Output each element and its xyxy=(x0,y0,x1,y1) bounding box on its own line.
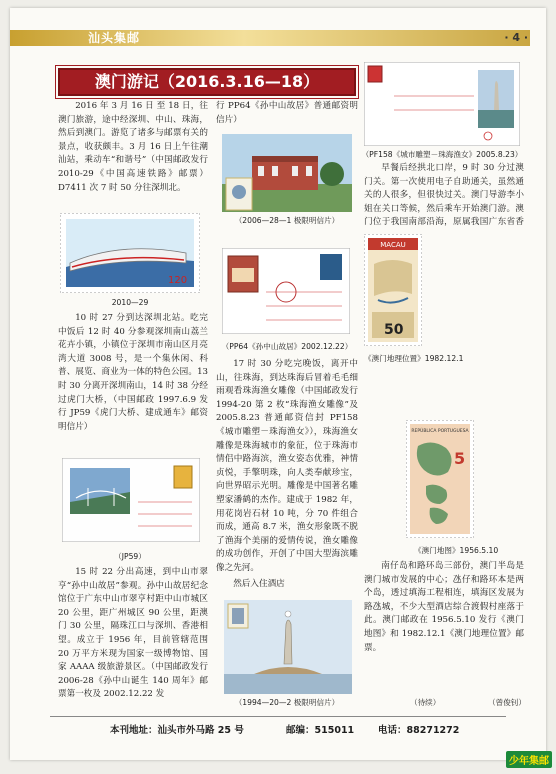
paragraph-sun-residence: 15 时 22 分出高速，到中山市翠亨“孙中山故居”参观。孙中山故居纪念馆位于广东中山市翠亨村距中山市城区 20 公里，距广州城区 90 公里，距澳门 30 公里，隔珠江口与深圳、香港相望。成立于 1956 年，目前管辖范围 20 万平方米现为国家一级博物馆、国家 AAAA 级旅游景区。（中国邮政发行 2006-28《孙中山诞生 140 周年》邮票第一枚及 2002.12.22 发 xyxy=(58,567,208,700)
article-author: （曾俊钊） xyxy=(488,698,526,707)
fisher-maiden-maxicard-image xyxy=(224,600,352,694)
paragraph-zhuhai: 17 时 30 分吃完晚饭，离开中山，往珠海，到达珠海后冒着毛毛细雨观看珠海渔女雕像（中国邮政发行 1994-20 第 2 枚“珠海渔女雕像”及 2005.8.23 普通邮资信封 PF158《城市雕塑－珠海渔女》），珠海渔女雕像是珠海城市的象征，位于珠海市情侣中路海滨，渔女姿态优雅，神情贞悦，手擎明珠，向人类奉献珍宝，向世界昭示光明。雕像是中国著名雕塑家潘鹤的杰作。建成于 1982 年，用花岗岩石材 10 吨，分 70 件组合而成，通高 8.7 米，渔女形象既不脱了渔海个美丽的爱情传说，渔女雕像的成功创作，开创了中国大型海滨雕像之先河。 xyxy=(216,359,358,573)
paragraph-shenzhen: 10 时 27 分到达深圳北站。吃完中饭后 12 时 40 分参观深圳南山荔兰花卉小镇，小镇位于深圳市南山区月亮湾大道 3008 号，是一个集休闲、科普、展览、商业为一体的特色公园。13 时 30 分离开深圳南山，14 时 38 分经过虎门大桥，（中国邮政 1997.6.9 发行 JP59《虎门大桥、建成通车》邮资明信片） xyxy=(58,313,208,432)
residence-maxicard-image xyxy=(222,134,352,212)
footer-phone: 电话：88271272 xyxy=(378,725,460,736)
article-title: 澳门游记（2016.3.16—18） xyxy=(94,72,320,91)
caption-bridge-card: （JP59） xyxy=(114,552,146,561)
paragraph-train: 2016 年 3 月 16 日 至 18 日，往澳门旅游，途中经深圳、中山、珠海，然后到澳门。游览了诸多与邮票有关的景点，收获颇丰。3 月 16 日上午往潮汕站，乘动车“和谐号”（中国邮政发行 2010-29《中国高速铁路》邮票）D7411 次 7 时 50 分往深圳北。 xyxy=(58,101,208,193)
caption-train-stamp: 2010—29 xyxy=(111,298,149,307)
page-header xyxy=(10,30,530,46)
to-be-continued: （待续） xyxy=(410,698,441,707)
map-stamp-title: REPÚBLICA PORTUGUESA xyxy=(411,429,469,434)
paragraph-macau-arrival: 早餐后经拱北口岸，9 时 30 分过澳门关。第一次使用电子自助通关，虽然通关的人很多，但很快过关。澳门导游李小姐在关口等候，然后乘车开始澳门游。澳门位于我国南部沿海，原属我国广东省香 xyxy=(364,163,524,228)
footer-postcode: 邮编：515011 xyxy=(286,725,355,736)
paragraph-macau-history-indented xyxy=(426,234,524,350)
caption-pf158-cover: （PF158《城市雕塑－珠海渔女》2005.8.23） xyxy=(361,150,523,159)
train-stamp-value: 120 xyxy=(168,275,188,286)
paragraph-hotel: 然后入住酒店 xyxy=(233,579,285,589)
caption-macau-map: 《澳门地图》1956.5.10 xyxy=(414,546,499,555)
newsletter-page xyxy=(10,8,546,760)
caption-residence-card: （2006—28—1 极限明信片） xyxy=(234,216,340,225)
train-stamp-image xyxy=(60,213,200,293)
pf158-cover-image xyxy=(364,62,520,146)
location-stamp-value: 50 xyxy=(384,322,404,338)
map-stamp-value: 5 xyxy=(454,449,466,468)
pp64-postcard-image xyxy=(222,248,350,334)
macau-label-text: MACAU xyxy=(380,241,406,249)
caption-pp64-card: （PP64《孙中山故居》2002.12.22） xyxy=(221,342,353,351)
footer-divider xyxy=(50,716,506,717)
watermark-logo: 少年集邮 xyxy=(506,751,552,768)
caption-macau-location: 《澳门地理位置》1982.12.1 xyxy=(364,354,464,363)
article-title-banner xyxy=(58,68,356,96)
footer-address: 本刊地址：汕头市外马路 25 号 xyxy=(110,725,244,736)
publication-title: 汕头集邮 xyxy=(88,31,141,45)
bridge-postcard-image xyxy=(62,458,200,542)
caption-fisher-maiden: （1994—20—2 极限明信片） xyxy=(234,698,340,707)
paragraph-pp64-cont: 行 PP64《孙中山故居》普通邮资明信片） xyxy=(216,101,358,125)
macau-map-stamp-image xyxy=(406,420,474,538)
macau-location-stamp-image xyxy=(364,234,422,346)
page-number: · 4 · xyxy=(504,31,528,44)
paragraph-macau-geography: 南仔岛和路环岛三部份，澳门半岛是澳门城市发展的中心；氹仔和路环本是两个岛，透过填海工程相连，填海区发展为路氹城，不少大型酒店综合渡假村座落于此。澳门邮政在 1956.5.10 发行《澳门地图》和 1982.12.1《澳门地理位置》邮票。 xyxy=(364,561,524,653)
